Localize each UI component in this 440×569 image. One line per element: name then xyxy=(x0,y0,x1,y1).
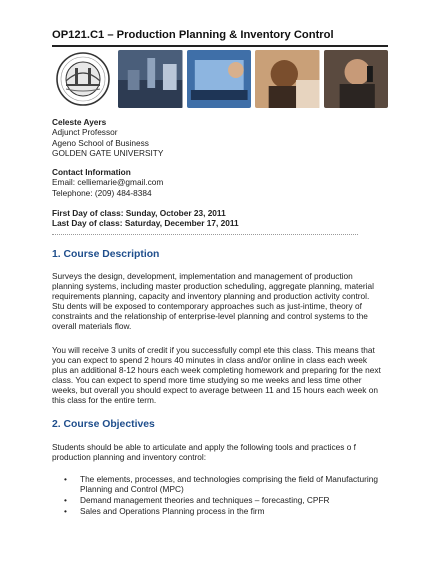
course-description-heading: 1. Course Description xyxy=(52,249,160,260)
phone-photo xyxy=(324,50,389,108)
campus-photo xyxy=(118,50,183,108)
bullet-icon: • xyxy=(64,505,67,516)
contact-phone: Telephone: (209) 484-8384 xyxy=(52,187,152,198)
list-item-text: Sales and Operations Planning process in the firm xyxy=(80,505,265,516)
bullet-icon: • xyxy=(64,494,67,505)
instructor-role: Adjunct Professor xyxy=(52,127,118,138)
instructor-university: GOLDEN GATE UNIVERSITY xyxy=(52,147,164,158)
header-banner xyxy=(52,50,388,108)
last-day: Last Day of class: Saturday, December 17, 2011 xyxy=(52,218,239,229)
course-objectives-heading: 2. Course Objectives xyxy=(52,419,155,430)
course-description-paragraph-1: Surveys the design, development, implementation and management of production planning systems, including master production scheduling, aggregate planning, material requirements planning, capacity and inventory planning and production activity control. Stu dents will be exposed to contemporary approaches such as just-intime, theory of constraints and the relationship of enterprise-level planning and control systems to the overall materials flow. xyxy=(52,271,374,331)
list-item-text: The elements, processes, and technologies comprising the field of Manufacturing Planning and Control (MPC) xyxy=(80,474,378,494)
title-divider xyxy=(52,45,388,47)
instructor-info xyxy=(52,117,163,158)
course-description-paragraph-2: You will receive 3 units of credit if you successfully compl ete this class. This means that you can expect to spend 2 hours 40 minutes in class and/or online in class each week plus an additional 8-12 hours each week completing homework and preparing for the next class. You can expect to spend more time studying so me weeks and less time other weeks, but overall you should expect to average between 11 and 15 hours each week on this class for the entire term. xyxy=(52,345,381,405)
instructor-name: Celeste Ayers xyxy=(52,117,107,127)
first-day: First Day of class: Sunday, October 23, 2011 xyxy=(52,208,226,218)
list-item xyxy=(52,496,382,506)
list-item xyxy=(52,475,382,495)
instructor-school: Ageno School of Business xyxy=(52,137,149,148)
course-objectives-intro: Students should be able to articulate and apply the following tools and practices o f production planning and inventory control: xyxy=(52,442,356,462)
dotted-divider xyxy=(52,234,358,235)
document-title: OP121.C1 – Production Planning & Inventory Control xyxy=(52,29,334,41)
objectives-list xyxy=(52,475,382,518)
student-photo xyxy=(255,50,320,108)
list-item xyxy=(52,507,382,517)
contact-heading: Contact Information xyxy=(52,167,131,177)
list-item-text: Demand management theories and techniques – forecasting, CPFR xyxy=(80,494,330,505)
university-seal xyxy=(52,50,114,108)
contact-info xyxy=(52,167,163,198)
bullet-icon: • xyxy=(64,474,67,484)
contact-email: Email: celliemarie@gmail.com xyxy=(52,177,164,188)
class-dates xyxy=(52,208,239,229)
laptop-photo xyxy=(187,50,252,108)
